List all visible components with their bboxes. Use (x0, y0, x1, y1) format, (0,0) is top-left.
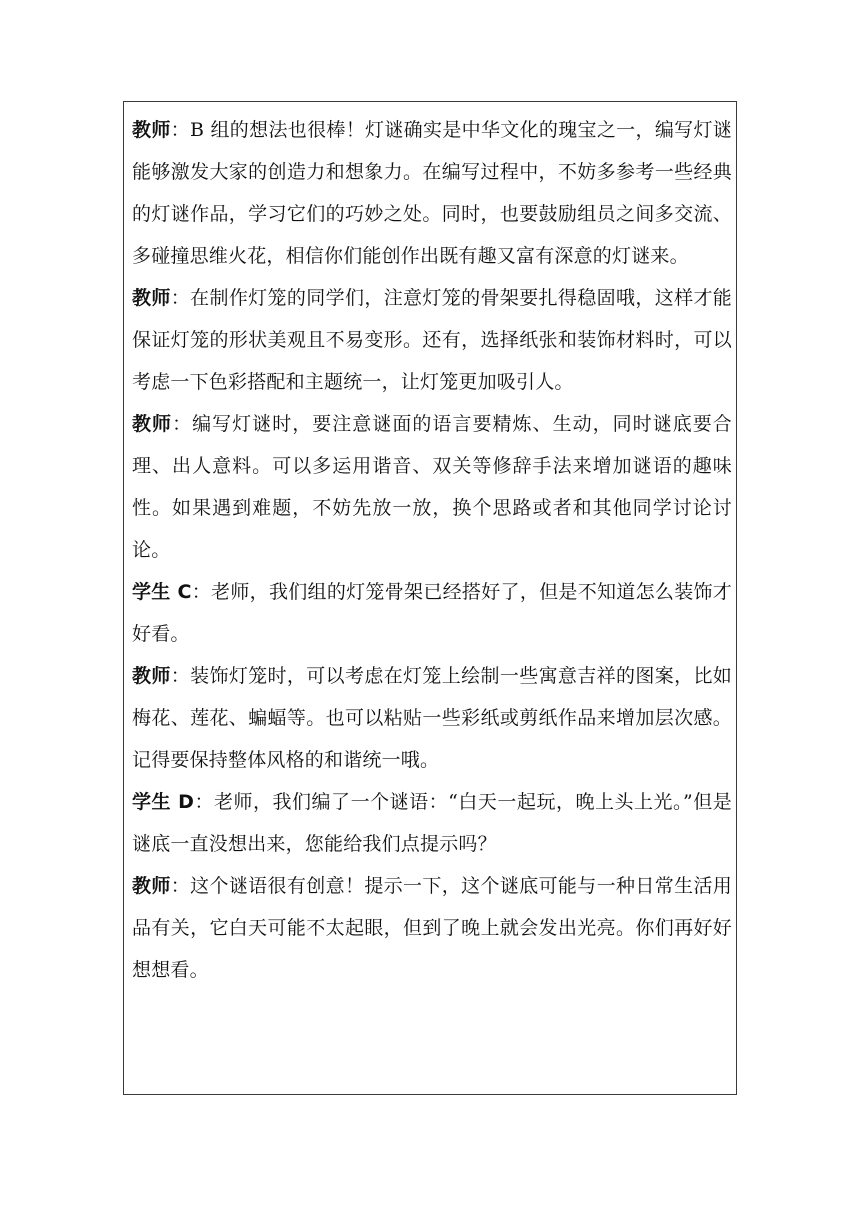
dialogue-paragraph-teacher-5 (132, 865, 732, 991)
dialogue-text: ：这个谜语很有创意！提示一下，这个谜底可能与一种日常生活用品有关，它白天可能不太起眼，但到了晚上就会发出光亮。你们再好好想想看。 (132, 875, 732, 981)
dialogue-paragraph-student-d (132, 781, 732, 865)
dialogue-paragraph-teacher-2 (132, 277, 732, 403)
dialogue-text: ：老师，我们编了一个谜语：“白天一起玩，晚上头上光。”但是谜底一直没想出来，您能给我们点提示吗？ (132, 791, 733, 855)
dialogue-paragraph-teacher-3 (132, 403, 732, 571)
speaker-label: 教师 (132, 665, 171, 687)
dialogue-content (132, 109, 732, 991)
dialogue-text: ：编写灯谜时，要注意谜面的语言要精炼、生动，同时谜底要合理、出人意料。可以多运用谐音、双关等修辞手法来增加谜语的趣味性。如果遇到难题，不妨先放一放，换个思路或者和其他同学讨论讨论。 (132, 413, 732, 561)
speaker-label: 教师 (132, 413, 173, 435)
dialogue-text: ：B 组的想法也很棒！灯谜确实是中华文化的瑰宝之一，编写灯谜能够激发大家的创造力和想象力。在编写过程中，不妨多参考一些经典的灯谜作品，学习它们的巧妙之处。同时，也要鼓励组员之间多交流、多碰撞思维火花，相信你们能创作出既有趣又富有深意的灯谜来。 (132, 119, 732, 267)
dialogue-text: ：装饰灯笼时，可以考虑在灯笼上绘制一些寓意吉祥的图案，比如梅花、莲花、蝙蝠等。也可以粘贴一些彩纸或剪纸作品来增加层次感。记得要保持整体风格的和谐统一哦。 (132, 665, 732, 771)
speaker-label: 学生 D (132, 791, 195, 813)
speaker-label: 教师 (132, 287, 171, 309)
dialogue-text: ：老师，我们组的灯笼骨架已经搭好了，但是不知道怎么装饰才好看。 (132, 581, 732, 645)
dialogue-text: ：在制作灯笼的同学们，注意灯笼的骨架要扎得稳固哦，这样才能保证灯笼的形状美观且不易变形。还有，选择纸张和装饰材料时，可以考虑一下色彩搭配和主题统一，让灯笼更加吸引人。 (132, 287, 732, 393)
dialogue-paragraph-teacher-4 (132, 655, 732, 781)
dialogue-paragraph-teacher-1 (132, 109, 732, 277)
speaker-label: 教师 (132, 875, 171, 897)
dialogue-paragraph-student-c (132, 571, 732, 655)
speaker-label: 教师 (132, 119, 171, 141)
speaker-label: 学生 C (132, 581, 192, 603)
